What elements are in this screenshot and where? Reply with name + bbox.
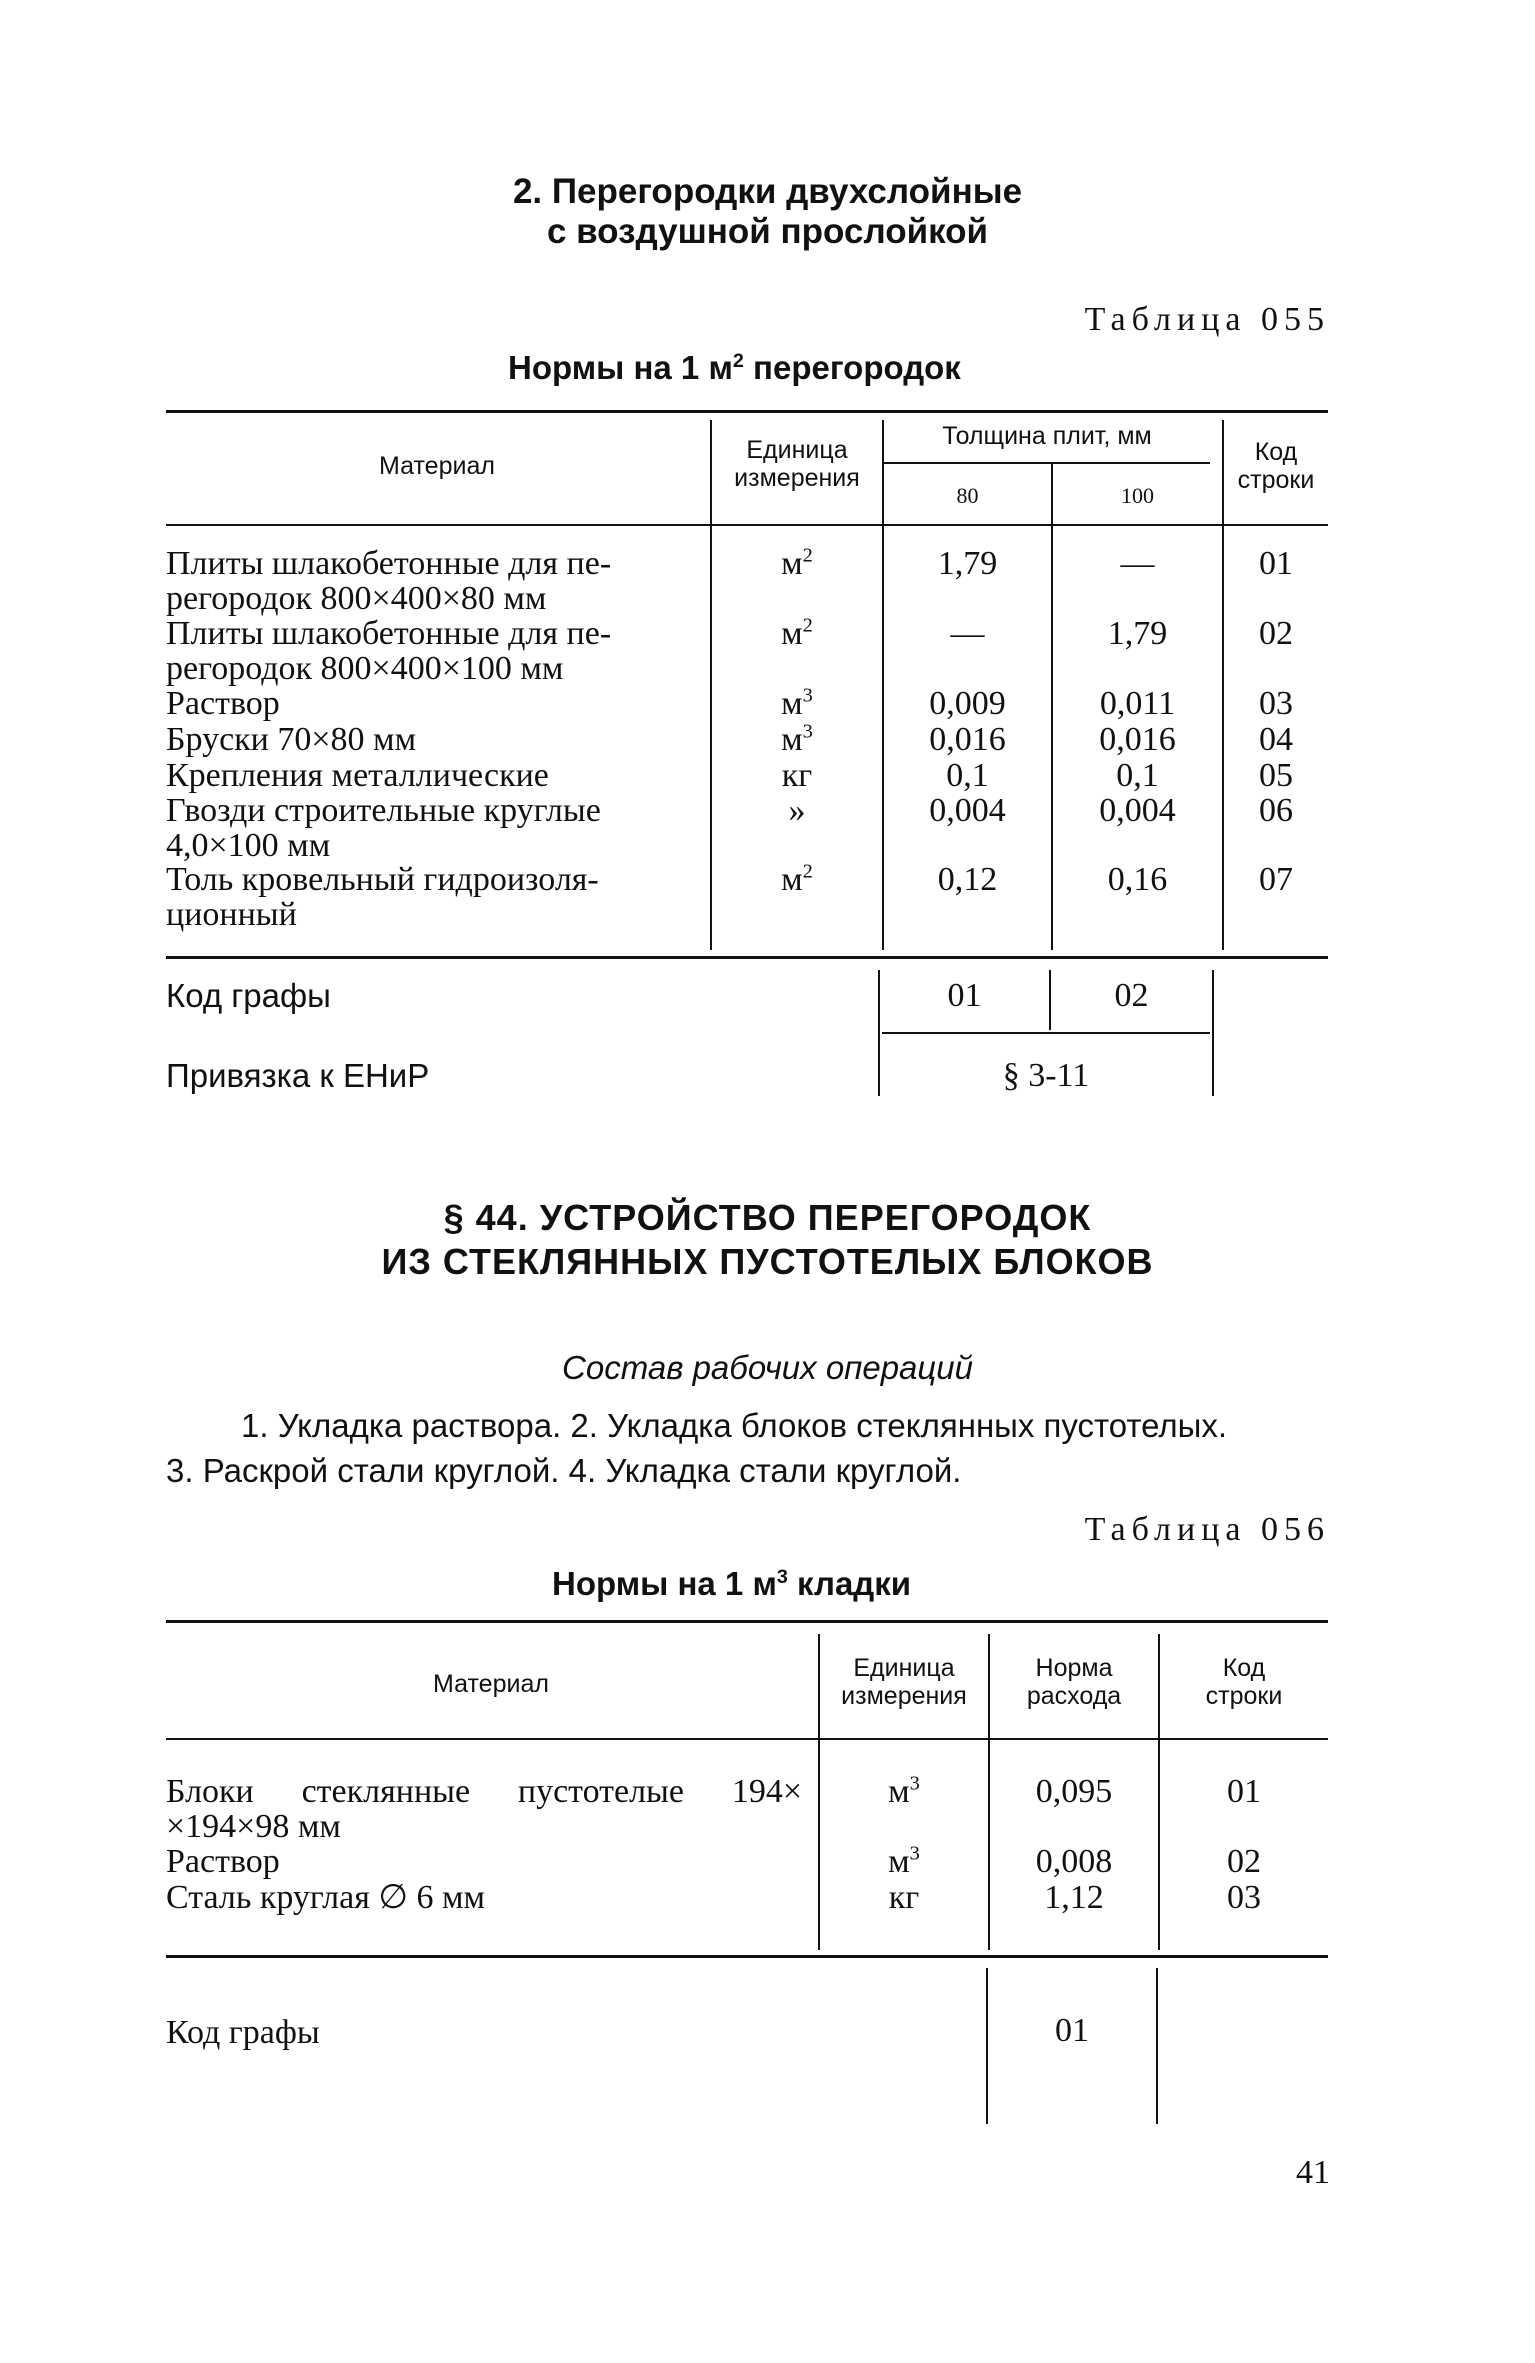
body-bottom-rule [166,1955,1328,1958]
operations-text [166,1403,1336,1493]
unit-text: м [781,861,803,898]
table-caption [508,348,961,388]
row-unit [712,616,882,651]
header-bottom-rule [166,524,1328,526]
row-code: 01 [1227,1773,1261,1810]
row-unit [712,546,882,581]
row-material [166,722,686,757]
table-top-rule [166,410,1328,413]
row-code: 05 [1259,757,1293,794]
caption-sup: 3 [776,1566,788,1588]
unit-text: м [781,685,803,722]
row-material [166,616,686,686]
unit-sup: 3 [909,1842,920,1865]
section-title [0,172,1535,252]
row-value-80: 0,016 [929,721,1006,758]
unit-text: м [781,721,803,758]
unit-sup: 3 [909,1772,920,1795]
header-unit-line2: измерения [734,464,860,492]
header-material: Материал [379,452,495,480]
operations-heading: Состав рабочих операций [562,1349,973,1386]
section-44-title [0,1196,1535,1284]
header-code [1224,438,1328,494]
header-norm-line2: расхода [1026,1682,1122,1710]
row-value: 0,008 [1035,1843,1113,1880]
caption-suffix: перегородок [743,349,961,386]
footer-col-01: 01 [947,977,982,1014]
row-code: 02 [1227,1843,1261,1880]
row-unit: кг [888,1879,920,1916]
body-bottom-rule [166,956,1328,959]
operations-line1: 1. Укладка раствора. 2. Укладка блоков стеклянных пустотелых. [241,1407,1228,1444]
row-unit [712,862,882,897]
row-value-100: 0,004 [1099,792,1176,829]
row-code: 03 [1259,685,1293,722]
unit-text: м [888,1843,910,1880]
footer-code-label: Код графы [166,2014,320,2051]
row-value-80: 0,12 [937,861,998,898]
section-title-line1: 2. Перегородки двухслойные [512,172,1023,211]
table-top-rule [166,1620,1328,1623]
row-value-80: 0,009 [929,685,1006,722]
row-material-line2: ×194×98 мм [166,1808,341,1845]
header-unit [820,1654,988,1710]
row-value-100: 0,1 [1116,757,1159,794]
unit-sup: 3 [802,684,813,707]
row-unit [712,758,882,793]
footer-col-02: 02 [1114,977,1149,1014]
caption-suffix: кладки [787,1565,912,1602]
row-material [166,758,686,793]
row-material-line1: Сталь круглая ∅ 6 мм [166,1879,485,1916]
row-material-line2: регородок 800×400×100 мм [166,650,564,687]
footer-mid-rule [882,1032,1210,1034]
header-norm-line1: Норма [1035,1654,1113,1682]
row-value-80: 0,004 [929,792,1006,829]
row-value-80: — [950,615,985,652]
row-code: 01 [1259,545,1293,582]
row-material-line1: Блоки стеклянные пустотелые 194× [166,1773,802,1810]
header-code [1160,1654,1328,1710]
section-44-title-line1: § 44. УСТРОЙСТВО ПЕРЕГОРОДОК [443,1197,1092,1238]
footer-ref-value: § 3-11 [1002,1057,1090,1094]
row-value: 0,095 [1035,1773,1113,1810]
row-unit [712,722,882,757]
unit-sup: 3 [802,720,813,743]
row-value-100: 0,16 [1107,861,1168,898]
row-code: 07 [1259,861,1293,898]
row-unit [820,1844,988,1879]
row-value-80: 1,79 [937,545,998,582]
row-material-line1: Бруски 70×80 мм [166,721,417,758]
table-caption [552,1564,911,1604]
row-code: 06 [1259,792,1293,829]
footer-divider-right [1156,1968,1158,2124]
table-label: Таблица 056 [1084,1511,1330,1548]
caption-prefix: Нормы на 1 м [552,1565,777,1602]
row-material-line2: 4,0×100 мм [166,827,331,864]
table-label: Таблица 055 [1084,301,1330,338]
thickness-subrule [882,462,1210,464]
row-material-line1: Раствор [166,1843,280,1880]
unit-sup: 2 [802,860,813,883]
unit-text: м [888,1773,910,1810]
row-material-line1: Плиты шлакобетонные для пе- [166,545,612,582]
page-number: 41 [1296,2154,1330,2191]
row-code: 04 [1259,721,1293,758]
row-material [166,1844,686,1879]
row-material [166,1880,686,1915]
row-unit: » [788,792,806,829]
row-material [166,862,686,932]
row-value-100: 0,016 [1099,721,1176,758]
row-material [166,686,686,721]
unit-text: м [781,615,803,652]
row-material [166,546,686,616]
row-code: 03 [1227,1879,1261,1916]
row-value: 1,12 [1044,1879,1104,1916]
header-unit [712,436,882,492]
row-material-line1: Крепления металлические [166,757,549,794]
footer-ref-label: Привязка к ЕНиР [166,1057,430,1094]
header-unit-line1: Единица [746,436,848,464]
header-thickness: Толщина плит, мм [942,422,1152,450]
row-material-line1: Гвозди строительные круглые [166,792,601,829]
row-code: 02 [1259,615,1293,652]
row-material [166,793,686,863]
row-unit [820,1774,988,1809]
header-material: Материал [433,1670,549,1698]
header-100: 100 [1121,483,1154,508]
row-value-80: 0,1 [946,757,989,794]
unit-sup: 2 [802,544,813,567]
footer-divider-right [1212,970,1214,1096]
header-code-line2: строки [1205,1682,1283,1710]
caption-sup: 2 [732,350,744,372]
row-value-100: 0,011 [1099,685,1176,722]
row-material-line1: Толь кровельный гидроизоля- [166,861,599,898]
header-code-line1: Код [1254,438,1298,466]
unit-text: кг [781,757,813,794]
section-44-title-line2: ИЗ СТЕКЛЯННЫХ ПУСТОТЕЛЫХ БЛОКОВ [381,1241,1154,1282]
header-80: 80 [956,483,979,508]
header-unit-line2: измерения [841,1682,967,1710]
footer-col-01: 01 [1055,2012,1089,2049]
header-code-line2: строки [1237,466,1315,494]
unit-sup: 2 [802,614,813,637]
unit-text: м [781,545,803,582]
row-material-line2: регородок 800×400×80 мм [166,580,547,617]
row-material-line1: Плиты шлакобетонные для пе- [166,615,612,652]
header-unit-line1: Единица [853,1654,955,1682]
header-code-line1: Код [1222,1654,1266,1682]
row-material [166,1774,802,1844]
header-bottom-rule [166,1738,1328,1740]
row-unit [712,686,882,721]
section-title-line2: с воздушной прослойкой [546,212,989,251]
row-material-line2: ционный [166,896,297,933]
row-value-100: 1,79 [1107,615,1168,652]
operations-line2: 3. Раскрой стали круглой. 4. Укладка стали круглой. [166,1452,962,1489]
row-value-100: — [1120,545,1155,582]
row-material-line1: Раствор [166,685,280,722]
header-norm [990,1654,1158,1710]
footer-code-label: Код графы [166,977,331,1014]
caption-prefix: Нормы на 1 м [508,349,733,386]
